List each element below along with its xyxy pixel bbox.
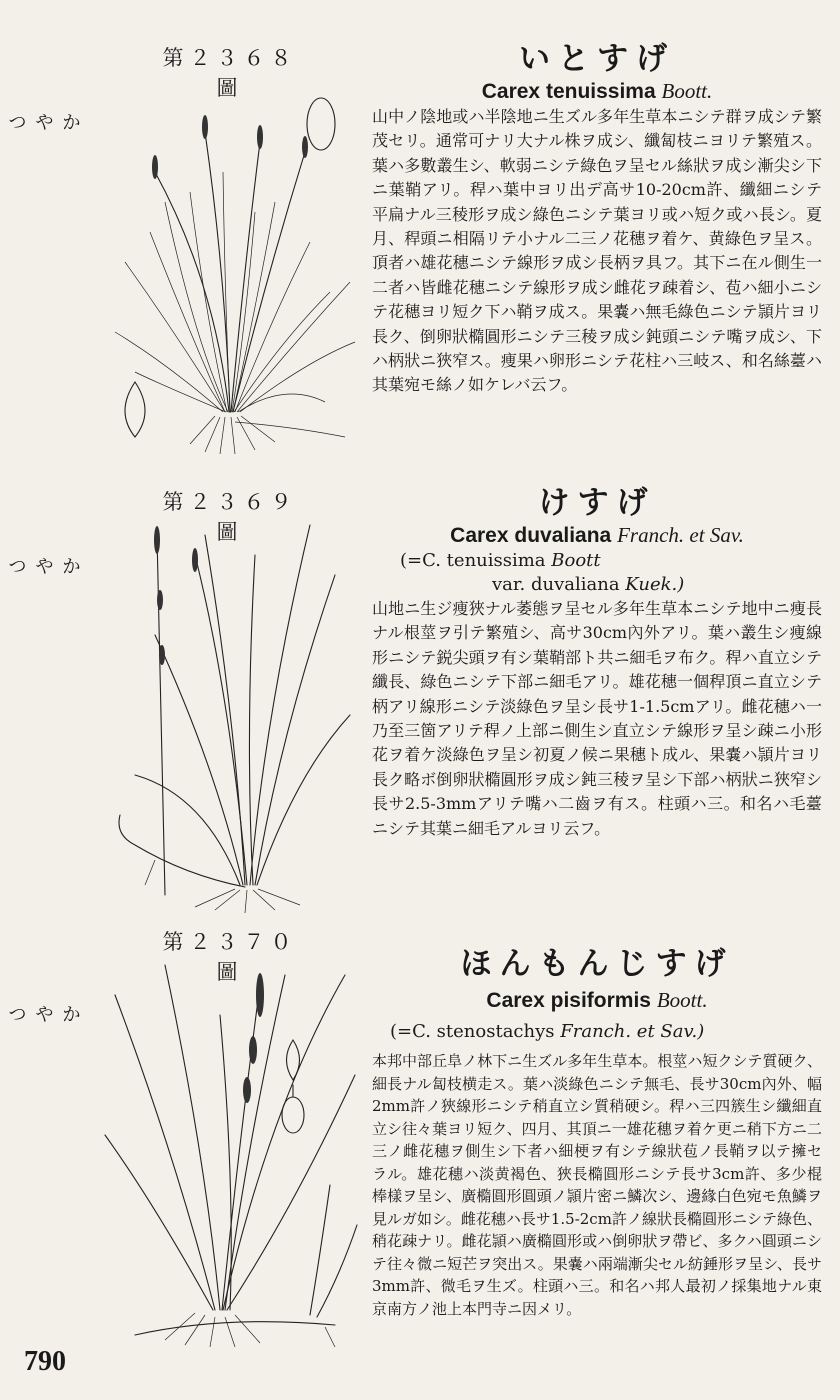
entry-text bbox=[372, 484, 822, 841]
plant-illustration bbox=[95, 515, 360, 915]
family-label: かやつ bbox=[5, 556, 81, 577]
rhizome bbox=[119, 815, 245, 887]
synonym: (=C. tenuissima Boott bbox=[400, 550, 601, 571]
family-label: かやつ bbox=[5, 112, 81, 133]
leaf-tuft bbox=[115, 172, 355, 412]
description: 本邦中部丘阜ノ林下ニ生ズル多年生草本。根莖ハ短クシテ質硬ク、細長ナル匐枝横走ス。葉ハ淡綠色ニシテ無毛、長サ30cm內外、幅2mm許ノ狹線形ニシテ稍直立シ質稍硬シ。稈ハ三四簇生シ纖細直立シ往々葉ヨリ短ク、四月、其頂ニ一雄花穗ヲ着ケ更ニ稍下方ニ二三ノ雌花穗ヲ側生シ下者ハ細梗ヲ有シテ線狀苞ノ長鞘ヲ以テ擁セラル。雄花穗ハ淡黄褐色、狹長橢圓形ニシテ長サ3cm許、多少棍棒樣ヲ呈シ、廣橢圓形圓頭ノ頴片密ニ鱗次シ、邊緣白色宛モ魚鱗ヲ見ルガ如シ。雌花穗ハ長サ1.5-2cm許ノ線狀長橢圓形ニシテ綠色、稍花疎ナリ。雌花頴ハ廣橢圓形或ハ倒卵狀ヲ帶ビ、多クハ圓頭ニシテ往々微ニ短芒ヲ突出ス。果嚢ハ兩端漸尖セル紡錘形ヲ呈シ、長サ3mm許、微毛ヲ生ズ。柱頭ハ三。和名ハ邦人最初ノ採集地ナル東京南方ノ池上本門寺ニ因メリ。 bbox=[372, 1052, 822, 1318]
leaf-blades bbox=[135, 525, 350, 885]
entry-text bbox=[372, 40, 822, 398]
plant-illustration bbox=[95, 955, 365, 1350]
entry-text bbox=[372, 945, 822, 1320]
detail-drawings bbox=[282, 1040, 304, 1133]
synonym-variety: var. duvaliana Kuek.) bbox=[492, 574, 685, 595]
scale-detail bbox=[125, 382, 145, 437]
scientific-name: Carex duvaliana Franch. et Sav. bbox=[450, 523, 744, 547]
japanese-name: ほんもんじすげ bbox=[460, 946, 734, 982]
family-label: かやつ bbox=[5, 1004, 81, 1025]
spikelet-group bbox=[154, 526, 198, 665]
spikelet-group bbox=[243, 973, 264, 1103]
root-mass bbox=[145, 860, 300, 913]
page-number: 790 bbox=[24, 1346, 66, 1377]
leaf-blades bbox=[105, 965, 355, 1310]
figure-number: 第２３７０圖 bbox=[162, 930, 298, 984]
culm-group bbox=[157, 535, 247, 895]
description: 山地ニ生ジ痩狹ナル萎態ヲ呈セル多年生草本ニシテ地中ニ痩長ナル根莖ヲ引テ繁殖シ、高サ30cm內外アリ。葉ハ叢生シ痩線形ニシテ鋭尖頭ヲ有シ葉鞘部ト共ニ細毛ヲ布ク。稈ハ直立シテ纖長、綠色ニシテ下部ニ細毛アリ。雄花穗一個稈頂ニ直立シテ柄アリ線形ニシテ淡綠色ヲ呈シ長サ1-1.5cmアリ。雌花穗ハ一乃至三箇アリテ稈ノ上部ニ側生シ直立シテ線形ヲ呈シ疎ニ小形花ヲ着ケ淡綠色ヲ呈シ初夏ノ候ニ果穗ト成ル、果嚢ハ頴片ヨリ長ク略ボ倒卵狀橢圓形ヲ成シ鈍三稜ヲ呈シ下部ハ柄狀ニ狹窄シ長サ2.5-3mmアリテ嘴ハ二齒ヲ有ス。柱頭ハ三。和名ハ毛薹ニシテ其葉ニ細毛アルヨリ云フ。 bbox=[372, 599, 822, 838]
culm-group bbox=[155, 132, 305, 412]
root-mass bbox=[190, 416, 345, 454]
figure-number: 第２３６８圖 bbox=[162, 46, 298, 100]
perigynium-detail bbox=[307, 98, 335, 150]
plant-illustration bbox=[95, 82, 365, 457]
figure-number: 第２３６９圖 bbox=[162, 490, 298, 544]
japanese-name: いとすげ bbox=[519, 41, 675, 77]
spikelet-group bbox=[152, 115, 308, 179]
synonym: (=C. stenostachys Franch. et Sav.) bbox=[390, 1021, 705, 1042]
culm-group bbox=[222, 985, 260, 1310]
japanese-name: けすげ bbox=[538, 485, 656, 521]
rhizome bbox=[135, 1185, 357, 1335]
root-mass bbox=[165, 1313, 335, 1347]
description: 山中ノ陰地或ハ半陰地ニ生ズル多年生草本ニシテ群ヲ成シテ繁茂セリ。通常可ナリ大ナル株ヲ成シ、纖匐枝ニヨリテ繁殖ス。葉ハ多數叢生シ、軟弱ニシテ綠色ヲ呈セル絲狀ヲ成シ漸尖シ下ニ葉鞘アリ。稈ハ葉中ヨリ出デ高サ10-20cm許、纖細ニシテ平扁ナル三稜形ヲ成シ綠色ニシテ葉ヨリ或ハ短ク或ハ長シ。夏月、稈頭ニ相隔リテ小ナル二三ノ花穗ヲ着ケ、黄綠色ヲ呈ス。頂者ハ雄花穗ニシテ線形ヲ成シ長柄ヲ具フ。其下ニ在ル側生一二者ハ皆雌花穗ニシテ線形ヲ成シ雌花ヲ疎着シ、苞ハ細小ニシテ花穗ヨリ短ク下ハ鞘ヲ成ス。果嚢ハ無毛綠色ニシテ頴片ヨリ長ク、倒卵狀橢圓形ニシテ三稜ヲ成シ鈍頭ニシテ嘴ヲ成シ、下ハ柄狀ニ狹窄ス。痩果ハ卵形ニシテ花柱ハ三岐ス、和名絲薹ハ其葉宛モ絲ノ如ケレバ云フ。 bbox=[372, 107, 822, 395]
scientific-name: Carex tenuissima Boott. bbox=[481, 79, 713, 103]
scientific-name: Carex pisiformis Boott. bbox=[486, 988, 708, 1012]
